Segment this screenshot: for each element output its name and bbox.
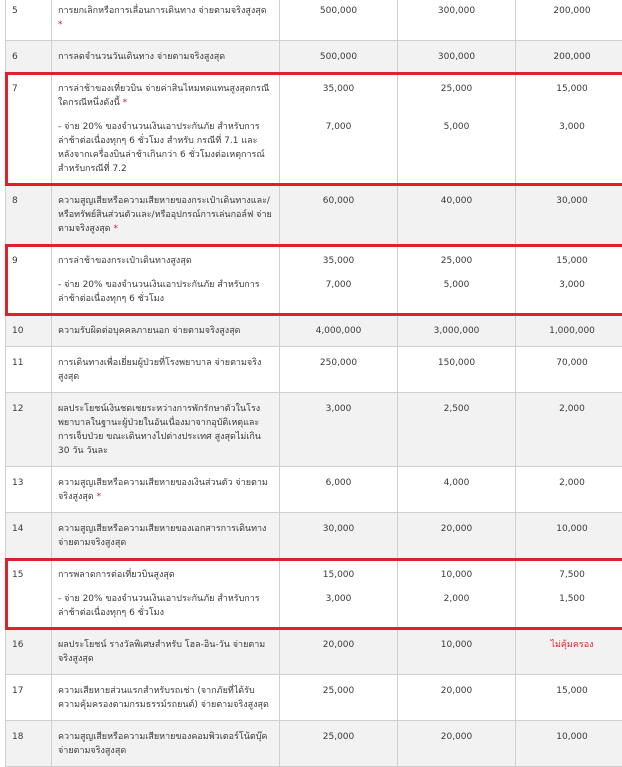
table-row	[6, 73, 622, 185]
plan-amount-1	[280, 559, 398, 629]
row-number: 11	[6, 347, 52, 393]
plan-amount-3	[516, 0, 622, 41]
amount-value: ไม่คุ้มครอง	[522, 638, 622, 652]
description-text	[58, 402, 273, 458]
asterisk-note: *	[97, 492, 102, 502]
plan-amount-3	[516, 675, 622, 721]
amount-value: 10,000	[522, 522, 622, 536]
coverage-description	[52, 559, 280, 629]
plan-amount-1	[280, 347, 398, 393]
plan-amount-2	[398, 347, 516, 393]
asterisk-note: *	[58, 20, 63, 30]
description-line: ความรับผิดต่อบุคคลภายนอก จ่ายตามจริงสูงสุด	[58, 326, 241, 336]
plan-amount-3	[516, 513, 622, 559]
coverage-description	[52, 675, 280, 721]
plan-amount-3	[516, 73, 622, 185]
table-row	[6, 41, 622, 73]
table-row	[6, 629, 622, 675]
amount-value: 15,000	[522, 684, 622, 698]
amount-value: 200,000	[522, 4, 622, 18]
plan-amount-2	[398, 721, 516, 767]
amount-value: 200,000	[522, 50, 622, 64]
amount-value: 1,000,000	[522, 324, 622, 338]
coverage-description	[52, 513, 280, 559]
plan-amount-2	[398, 629, 516, 675]
amount-value: 2,500	[404, 402, 509, 416]
amount-value: 3,000,000	[404, 324, 509, 338]
plan-amount-3	[516, 315, 622, 347]
plan-amount-1	[280, 73, 398, 185]
description-text	[58, 50, 273, 64]
plan-amount-2	[398, 315, 516, 347]
amount-value: 10,000	[522, 730, 622, 744]
amount-value: 3,000	[286, 592, 391, 606]
description-text	[58, 568, 273, 582]
amount-value: 300,000	[404, 50, 509, 64]
amount-value: 2,000	[404, 592, 509, 606]
row-number: 9	[6, 245, 52, 315]
plan-amount-1	[280, 721, 398, 767]
coverage-description	[52, 245, 280, 315]
plan-amount-2	[398, 675, 516, 721]
plan-amount-1	[280, 513, 398, 559]
description-line: การยกเลิกหรือการเลื่อนการเดินทาง จ่ายตามจริงสูงสุด	[58, 6, 267, 16]
plan-amount-1	[280, 315, 398, 347]
plan-amount-2	[398, 185, 516, 245]
amount-value: 20,000	[404, 522, 509, 536]
description-line: การล่าช้าของเที่ยวบิน จ่ายค่าสินไหมทดแทนสูงสุดกรณีใดกรณีหนึ่งดังนี้	[58, 84, 269, 108]
coverage-description	[52, 467, 280, 513]
plan-amount-2	[398, 245, 516, 315]
table-row	[6, 721, 622, 767]
row-number: 16	[6, 629, 52, 675]
plan-amount-1	[280, 467, 398, 513]
plan-amount-3	[516, 347, 622, 393]
amount-value: 35,000	[286, 254, 391, 268]
coverage-description	[52, 185, 280, 245]
plan-amount-3	[516, 467, 622, 513]
description-line: ความสูญเสียหรือความเสียหายของคอมพิวเตอร์โน้ตบุ๊ค จ่ายตามจริงสูงสุด	[58, 732, 267, 756]
description-line: การเดินทางเพื่อเยี่ยมผู้ป่วยที่โรงพยาบาล จ่ายตามจริงสูงสุด	[58, 358, 261, 382]
row-number: 6	[6, 41, 52, 73]
amount-value: 6,000	[286, 476, 391, 490]
amount-value: 25,000	[286, 730, 391, 744]
table-row	[6, 467, 622, 513]
amount-value: 35,000	[286, 82, 391, 96]
amount-value: 20,000	[286, 638, 391, 652]
description-text	[58, 356, 273, 384]
table-row	[6, 185, 622, 245]
description-text	[58, 4, 273, 32]
description-line: ผลประโยชน์ รางวัลพิเศษสำหรับ โฮล-อิน-วัน จ่ายตามจริงสูงสุด	[58, 640, 265, 664]
table-row	[6, 675, 622, 721]
description-line: - จ่าย 20% ของจำนวนเงินเอาประกันภัย สำหรับการล่าช้าต่อเนื่องทุกๆ 6 ชั่วโมง สำหรับ กรณีที่ 7.1 และหลังจากเครื่องบินล่าช้าเกินกว่า 6 ชั่วโมงต่อเหตุการณ์ สำหรับกรณีที่ 7.2	[58, 122, 265, 174]
description-text	[58, 684, 273, 712]
amount-value: 20,000	[404, 730, 509, 744]
amount-value: 150,000	[404, 356, 509, 370]
amount-value: 30,000	[522, 194, 622, 208]
plan-amount-2	[398, 467, 516, 513]
amount-value: 60,000	[286, 194, 391, 208]
plan-amount-2	[398, 393, 516, 467]
amount-value: 500,000	[286, 4, 391, 18]
amount-value: 15,000	[522, 254, 622, 268]
benefits-table	[5, 0, 622, 767]
plan-amount-3	[516, 393, 622, 467]
description-line: ความเสียหายส่วนแรกสำหรับรถเช่า (จากภัยที่ได้รับความคุ้มครองตามกรมธรรม์รถยนต์) จ่ายตามจริงสูงสุด	[58, 686, 269, 710]
description-text	[58, 522, 273, 550]
row-number: 8	[6, 185, 52, 245]
amount-value: 25,000	[404, 254, 509, 268]
amount-value: 40,000	[404, 194, 509, 208]
amount-value: 2,000	[522, 402, 622, 416]
row-number: 14	[6, 513, 52, 559]
coverage-description	[52, 629, 280, 675]
amount-value: 20,000	[404, 684, 509, 698]
plan-amount-3	[516, 721, 622, 767]
row-number: 12	[6, 393, 52, 467]
description-text	[58, 730, 273, 758]
amount-value: 500,000	[286, 50, 391, 64]
description-text	[58, 638, 273, 666]
row-number: 10	[6, 315, 52, 347]
amount-value: 5,000	[404, 120, 509, 134]
description-line: - จ่าย 20% ของจำนวนเงินเอาประกันภัย สำหรับการล่าช้าต่อเนื่องทุกๆ 6 ชั่วโมง	[58, 280, 260, 304]
plan-amount-2	[398, 41, 516, 73]
amount-value: 1,500	[522, 592, 622, 606]
table-row	[6, 559, 622, 629]
plan-amount-3	[516, 41, 622, 73]
description-line: ความสูญเสียหรือความเสียหายของเอกสารการเดินทาง จ่ายตามจริงสูงสุด	[58, 524, 266, 548]
coverage-description	[52, 347, 280, 393]
amount-value: 4,000,000	[286, 324, 391, 338]
amount-value: 4,000	[404, 476, 509, 490]
plan-amount-1	[280, 0, 398, 41]
table-row	[6, 315, 622, 347]
table-row	[6, 393, 622, 467]
row-number: 5	[6, 0, 52, 41]
table-row	[6, 245, 622, 315]
plan-amount-2	[398, 0, 516, 41]
description-line: - จ่าย 20% ของจำนวนเงินเอาประกันภัย สำหรับการล่าช้าต่อเนื่องทุกๆ 6 ชั่วโมง	[58, 594, 260, 618]
coverage-description	[52, 0, 280, 41]
coverage-description	[52, 73, 280, 185]
row-number: 7	[6, 73, 52, 185]
amount-value: 3,000	[286, 402, 391, 416]
amount-value: 70,000	[522, 356, 622, 370]
amount-value: 250,000	[286, 356, 391, 370]
amount-value: 3,000	[522, 278, 622, 292]
asterisk-note: *	[113, 224, 118, 234]
row-number: 15	[6, 559, 52, 629]
asterisk-note: *	[123, 98, 128, 108]
plan-amount-1	[280, 185, 398, 245]
amount-value: 25,000	[404, 82, 509, 96]
description-line: ความสูญเสียหรือความเสียหายของกระเป๋าเดินทางและ/หรือทรัพย์สินส่วนตัวและ/หรืออุปกรณ์การเล่นกอล์ฟ จ่ายตามจริงสูงสุด	[58, 196, 272, 234]
amount-value: 7,000	[286, 278, 391, 292]
amount-value: 7,000	[286, 120, 391, 134]
amount-value: 10,000	[404, 568, 509, 582]
plan-amount-1	[280, 675, 398, 721]
plan-amount-3	[516, 185, 622, 245]
plan-amount-1	[280, 41, 398, 73]
amount-value: 15,000	[522, 82, 622, 96]
row-number: 17	[6, 675, 52, 721]
amount-value: 10,000	[404, 638, 509, 652]
description-text	[58, 82, 273, 110]
plan-amount-3	[516, 245, 622, 315]
coverage-description	[52, 393, 280, 467]
row-number: 18	[6, 721, 52, 767]
coverage-description	[52, 721, 280, 767]
description-text	[58, 324, 273, 338]
table-row	[6, 347, 622, 393]
plan-amount-1	[280, 629, 398, 675]
plan-amount-3	[516, 559, 622, 629]
description-line: การล่าช้าของกระเป๋าเดินทางสูงสุด	[58, 256, 192, 266]
description-text	[58, 592, 273, 620]
description-line: การพลาดการต่อเที่ยวบินสูงสุด	[58, 570, 175, 580]
amount-value: 5,000	[404, 278, 509, 292]
description-text	[58, 194, 273, 236]
description-text	[58, 120, 273, 176]
amount-value: 25,000	[286, 684, 391, 698]
amount-value: 3,000	[522, 120, 622, 134]
amount-value: 15,000	[286, 568, 391, 582]
coverage-description	[52, 315, 280, 347]
amount-value: 300,000	[404, 4, 509, 18]
description-line: การลดจำนวนวันเดินทาง จ่ายตามจริงสูงสุด	[58, 52, 225, 62]
plan-amount-1	[280, 245, 398, 315]
table-row	[6, 513, 622, 559]
plan-amount-3	[516, 629, 622, 675]
benefits-table-body	[6, 0, 622, 767]
plan-amount-2	[398, 559, 516, 629]
amount-value: 30,000	[286, 522, 391, 536]
description-text	[58, 476, 273, 504]
plan-amount-1	[280, 393, 398, 467]
description-text	[58, 254, 273, 268]
description-line: ผลประโยชน์เงินชดเชยระหว่างการพักรักษาตัวในโรงพยาบาลในฐานะผู้ป่วยในอันเนื่องมาจากอุบัติเหตุและการเจ็บป่วย ขณะเดินทางไปต่างประเทศ สูงสุดไม่เกิน 30 วัน วันละ	[58, 404, 261, 456]
description-text	[58, 278, 273, 306]
description-line: ความสูญเสียหรือความเสียหายของเงินส่วนตัว จ่ายตามจริงสูงสุด	[58, 478, 268, 502]
plan-amount-2	[398, 513, 516, 559]
plan-amount-2	[398, 73, 516, 185]
amount-value: 7,500	[522, 568, 622, 582]
amount-value: 2,000	[522, 476, 622, 490]
row-number: 13	[6, 467, 52, 513]
coverage-description	[52, 41, 280, 73]
table-row	[6, 0, 622, 41]
